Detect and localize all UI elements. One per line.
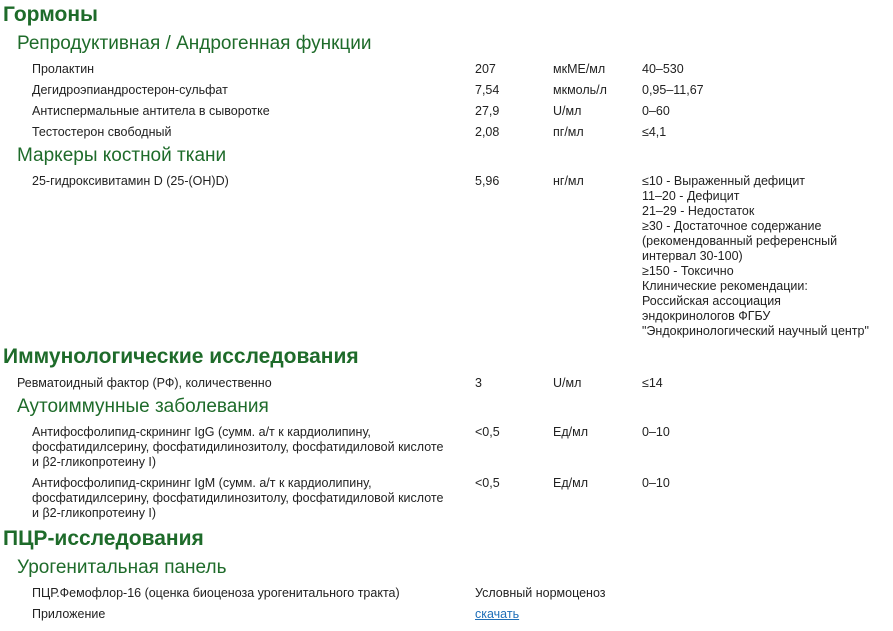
reference-line: эндокринологов ФГБУ [642,309,771,323]
test-value: 7,54 [475,83,500,97]
test-name: ПЦР.Фемофлор-16 (оценка биоценоза урогенитального тракта) [32,586,400,600]
test-value: 2,08 [475,125,500,139]
test-unit: U/мл [553,104,582,118]
test-name: Антиспермальные антитела в сыворотке [32,104,270,118]
reference-line: "Эндокринологический научный центр" [642,324,869,338]
test-reference: 0,95–11,67 [642,83,704,97]
test-unit: Ед/мл [553,476,588,490]
reference-line: 21–29 - Недостаток [642,204,755,218]
test-reference: ≤4,1 [642,125,667,139]
reference-line: 11–20 - Дефицит [642,189,740,203]
test-unit: мкМЕ/мл [553,62,606,76]
test-value: <0,5 [475,476,500,490]
test-reference [642,174,893,339]
test-value: Условный нормоценоз [475,586,606,600]
test-unit: U/мл [553,376,582,390]
subsection-title-urogenital: Урогенитальная панель [17,557,227,578]
test-unit: мкмоль/л [553,83,607,97]
test-name: Тестостерон свободный [32,125,172,139]
test-value: 3 [475,376,482,390]
reference-line: ≥30 - Достаточное содержание [642,219,822,233]
reference-line: Российская ассоциация [642,294,781,308]
test-name: Приложение [32,607,106,621]
test-name: Дегидроэпиандростерон-сульфат [32,83,228,97]
test-reference: 0–10 [642,476,670,490]
reference-line: интервал 30-100) [642,249,743,263]
section-title-immunology: Иммунологические исследования [3,345,359,368]
test-value: 27,9 [475,104,500,118]
reference-line: ≤10 - Выраженный дефицит [642,174,806,188]
download-link-text[interactable]: скачать [475,607,520,621]
test-value: 5,96 [475,174,500,188]
subsection-title-reproductive: Репродуктивная / Андрогенная функции [17,33,372,54]
subsection-title-autoimmune: Аутоиммунные заболевания [17,396,269,417]
section-title-pcr: ПЦР-исследования [3,527,204,550]
reference-line: Клинические рекомендации: [642,279,808,293]
test-name: Пролактин [32,62,95,76]
section-title-hormones: Гормоны [3,3,98,26]
test-reference: 0–10 [642,425,670,439]
download-link[interactable] [475,607,550,622]
test-name: Антифосфолипид-скрининг IgG (сумм. а/т к кардиолипину, фосфатидилсерину, фосфатидилинозитолу, фосфатидиловой кислоте и β2-гликопротеину I) [32,425,444,469]
test-reference: 0–60 [642,104,670,118]
test-reference: ≤14 [642,376,663,390]
reference-line: ≥150 - Токсично [642,264,734,278]
test-unit: пг/мл [553,125,584,139]
test-name: Антифосфолипид-скрининг IgM (сумм. а/т к кардиолипину, фосфатидилсерину, фосфатидилинозитолу, фосфатидиловой кислоте и β2-гликопротеину I) [32,476,444,520]
reference-line: (рекомендованный референсный [642,234,838,248]
subsection-title-bone-markers: Маркеры костной ткани [17,145,227,166]
test-name: Ревматоидный фактор (РФ), количественно [17,376,272,390]
test-reference: 40–530 [642,62,684,76]
test-unit: Ед/мл [553,425,588,439]
test-value: <0,5 [475,425,500,439]
test-unit: нг/мл [553,174,584,188]
test-value: 207 [475,62,496,76]
test-name: 25-гидроксивитамин D (25-(OH)D) [32,174,229,188]
